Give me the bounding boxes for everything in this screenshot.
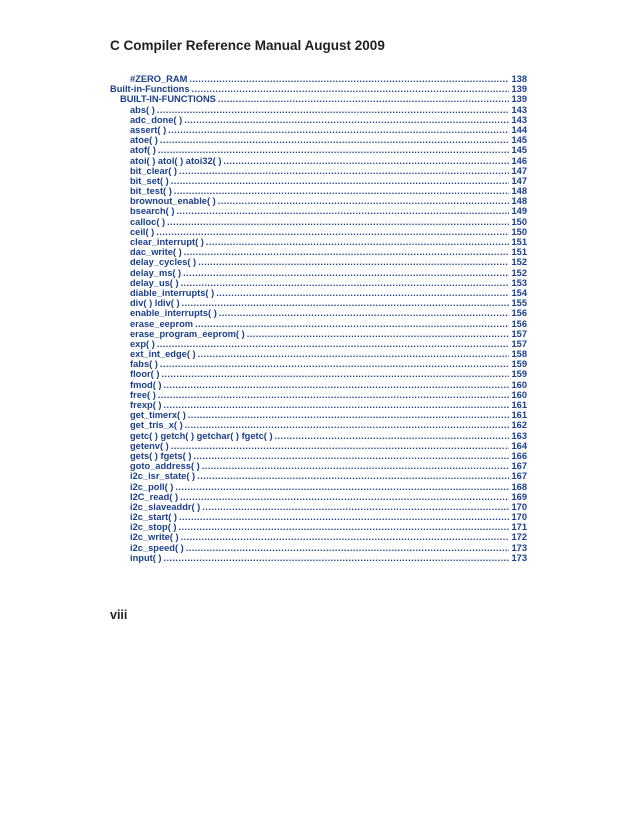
toc-entry-label[interactable]: get_tris_x( ) (130, 420, 183, 431)
toc-dot-leader (160, 135, 510, 145)
toc-entry[interactable] (110, 145, 527, 155)
toc-entry[interactable] (110, 492, 527, 502)
toc-entry[interactable] (110, 156, 527, 166)
toc-entry-page-number[interactable]: 147 (511, 165, 527, 176)
toc-entry[interactable] (110, 410, 527, 420)
toc-entry[interactable] (110, 247, 527, 257)
toc-entry-page-number[interactable]: 151 (511, 237, 527, 247)
toc-entry[interactable] (110, 298, 527, 308)
toc-entry-page-number[interactable]: 160 (511, 389, 527, 400)
toc-entry-label[interactable]: i2c_write( ) (130, 532, 179, 543)
toc-dot-leader (197, 471, 509, 481)
toc-entry-page-number[interactable]: 150 (511, 216, 527, 227)
toc-entry-page-number[interactable]: 170 (511, 501, 527, 512)
toc-dot-leader (181, 278, 510, 288)
toc-entry-label[interactable]: bit_set( ) (130, 175, 169, 186)
toc-dot-leader (171, 176, 510, 186)
toc-entry-page-number[interactable]: 143 (511, 104, 527, 115)
toc-entry[interactable] (110, 441, 527, 451)
toc-dot-leader (164, 380, 510, 390)
toc-dot-leader (180, 492, 509, 502)
toc-entry[interactable] (110, 176, 527, 186)
toc-entry[interactable] (110, 257, 527, 267)
toc-entry[interactable] (110, 227, 527, 237)
toc-entry-label[interactable]: i2c_speed( ) (130, 542, 184, 553)
toc-entry-label[interactable]: assert( ) (130, 124, 167, 135)
toc-entry-page-number[interactable]: 143 (511, 114, 527, 125)
toc-entry-label[interactable]: bit_test( ) (130, 186, 172, 197)
toc-entry-label[interactable]: #ZERO_RAM (130, 74, 188, 84)
toc-entry[interactable] (110, 186, 527, 196)
toc-entry[interactable] (110, 512, 527, 522)
toc-entry-page-number[interactable]: 164 (511, 440, 527, 451)
toc-entry-page-number[interactable]: 168 (511, 481, 527, 492)
toc-entry-page-number[interactable]: 161 (511, 410, 527, 421)
toc-entry[interactable] (110, 135, 527, 145)
toc-dot-leader (182, 298, 510, 308)
toc-entry-label[interactable]: Built-in-Functions (110, 84, 190, 95)
toc-dot-leader (161, 369, 509, 379)
toc-dot-leader (195, 319, 509, 329)
toc-dot-leader (275, 431, 510, 441)
toc-entry[interactable] (110, 74, 527, 84)
toc-dot-leader (186, 543, 510, 553)
toc-entry-page-number[interactable]: 156 (511, 318, 527, 329)
toc-dot-leader (185, 420, 510, 430)
toc-entry[interactable] (110, 288, 527, 298)
toc-entry-label[interactable]: brownout_enable( ) (130, 196, 216, 207)
page-number: viii (110, 608, 128, 622)
toc-dot-leader (218, 196, 510, 206)
toc-entry-page-number[interactable]: 156 (511, 308, 527, 319)
toc-entry-label[interactable]: gets( ) fgets( ) (130, 450, 192, 461)
toc-dot-leader (216, 288, 509, 298)
toc-entry-page-number[interactable]: 159 (511, 369, 527, 380)
toc-entry[interactable] (110, 278, 527, 288)
toc-dot-leader (198, 257, 509, 267)
toc-entry-label[interactable]: diable_interrupts( ) (130, 287, 215, 298)
table-of-contents (110, 74, 527, 563)
toc-dot-leader (174, 186, 510, 196)
toc-entry-label[interactable]: atof( ) (130, 145, 156, 156)
toc-entry-label[interactable]: delay_us( ) (130, 277, 179, 288)
toc-dot-leader (157, 105, 510, 115)
toc-entry-page-number[interactable]: 154 (511, 287, 527, 298)
toc-entry-page-number[interactable]: 152 (511, 267, 527, 278)
toc-entry-label[interactable]: dac_write( ) (130, 247, 182, 258)
toc-entry-label[interactable]: floor( ) (130, 369, 160, 380)
toc-entry[interactable] (110, 125, 527, 135)
toc-entry-label[interactable]: i2c_stop( ) (130, 522, 177, 533)
toc-entry[interactable] (110, 390, 527, 400)
toc-entry-page-number[interactable]: 151 (511, 247, 527, 258)
toc-entry[interactable] (110, 115, 527, 125)
toc-entry-label[interactable]: i2c_start( ) (130, 512, 178, 523)
toc-entry-page-number[interactable]: 167 (511, 471, 527, 482)
toc-dot-leader (164, 400, 510, 410)
toc-entry-label[interactable]: input( ) (130, 552, 162, 563)
toc-entry-label[interactable]: ceil( ) (130, 226, 155, 237)
toc-entry[interactable] (110, 451, 527, 461)
toc-dot-leader (198, 349, 510, 359)
toc-dot-leader (156, 227, 509, 237)
toc-dot-leader (223, 156, 509, 166)
toc-entry[interactable] (110, 166, 527, 176)
toc-dot-leader (179, 512, 509, 522)
toc-dot-leader (179, 522, 510, 532)
toc-entry-page-number[interactable]: 148 (511, 186, 527, 197)
toc-entry-page-number[interactable]: 161 (511, 400, 527, 410)
toc-entry-label[interactable]: erase_eeprom (130, 318, 194, 329)
toc-entry[interactable] (110, 237, 527, 247)
toc-entry-page-number[interactable]: 170 (511, 512, 527, 523)
toc-entry-label[interactable]: clear_interrupt( ) (130, 237, 204, 247)
toc-entry-label[interactable]: frexp( ) (130, 400, 162, 410)
toc-entry-label[interactable]: i2c_isr_state( ) (130, 471, 196, 482)
toc-entry-page-number[interactable]: 172 (511, 532, 527, 543)
toc-entry-label[interactable]: calloc( ) (130, 216, 166, 227)
toc-dot-leader (188, 410, 510, 420)
toc-entry[interactable] (110, 94, 527, 104)
toc-entry-page-number[interactable]: 145 (511, 135, 527, 146)
toc-entry-page-number[interactable]: 139 (511, 84, 527, 95)
toc-dot-leader (168, 125, 509, 135)
toc-dot-leader (171, 441, 510, 451)
toc-dot-leader (192, 84, 510, 94)
toc-entry-page-number[interactable]: 150 (511, 226, 527, 237)
toc-dot-leader (219, 308, 510, 318)
toc-entry-label[interactable]: getenv( ) (130, 440, 169, 451)
toc-entry[interactable] (110, 532, 527, 542)
toc-entry-page-number[interactable]: 157 (511, 328, 527, 339)
toc-entry-page-number[interactable]: 162 (511, 420, 527, 431)
toc-entry[interactable] (110, 319, 527, 329)
toc-entry[interactable] (110, 329, 527, 339)
toc-entry[interactable] (110, 268, 527, 278)
toc-entry-page-number[interactable]: 157 (511, 338, 527, 349)
toc-dot-leader (193, 451, 509, 461)
toc-entry-label[interactable]: getc( ) getch( ) getchar( ) fgetc( ) (130, 430, 273, 441)
toc-dot-leader (189, 74, 509, 84)
toc-dot-leader (158, 390, 510, 400)
toc-dot-leader (164, 553, 510, 563)
toc-entry-label[interactable]: bit_clear( ) (130, 165, 178, 176)
toc-entry[interactable] (110, 553, 527, 563)
toc-entry-page-number[interactable]: 167 (511, 461, 527, 472)
toc-entry-page-number[interactable]: 147 (511, 175, 527, 186)
toc-entry-label[interactable]: I2C_read( ) (130, 491, 179, 502)
toc-entry[interactable] (110, 359, 527, 369)
toc-entry[interactable] (110, 84, 527, 94)
toc-entry-page-number[interactable]: 145 (511, 145, 527, 156)
page-header-title: C Compiler Reference Manual August 2009 (110, 38, 385, 53)
toc-entry-page-number[interactable]: 160 (511, 379, 527, 390)
toc-entry-label[interactable]: div( ) ldiv( ) (130, 298, 180, 309)
toc-entry-page-number[interactable]: 144 (511, 124, 527, 135)
toc-entry-label[interactable]: ext_int_edge( ) (130, 349, 196, 360)
toc-entry[interactable] (110, 543, 527, 553)
toc-entry[interactable] (110, 206, 527, 216)
toc-entry[interactable] (110, 105, 527, 115)
toc-dot-leader (167, 217, 509, 227)
toc-dot-leader (202, 461, 510, 471)
toc-entry-label[interactable]: atoe( ) (130, 135, 158, 146)
toc-entry[interactable] (110, 380, 527, 390)
toc-entry[interactable] (110, 369, 527, 379)
toc-entry-page-number[interactable]: 146 (511, 155, 527, 166)
toc-entry[interactable] (110, 420, 527, 430)
toc-entry[interactable] (110, 522, 527, 532)
toc-entry-label[interactable]: delay_ms( ) (130, 267, 182, 278)
toc-entry-label[interactable]: abs( ) (130, 104, 155, 115)
toc-entry-page-number[interactable]: 155 (511, 298, 527, 309)
toc-entry[interactable] (110, 196, 527, 206)
toc-entry-label[interactable]: goto_address( ) (130, 461, 200, 472)
toc-entry-page-number[interactable]: 173 (511, 542, 527, 553)
toc-dot-leader (175, 482, 509, 492)
toc-entry-label[interactable]: fmod( ) (130, 379, 162, 390)
toc-dot-leader (218, 94, 510, 104)
toc-entry-label[interactable]: get_timerx( ) (130, 410, 186, 421)
toc-entry-label[interactable]: exp( ) (130, 338, 155, 349)
toc-entry-page-number[interactable]: 169 (511, 491, 527, 502)
toc-entry-page-number[interactable]: 173 (511, 552, 527, 563)
toc-dot-leader (206, 237, 510, 247)
toc-entry[interactable] (110, 339, 527, 349)
toc-entry-label[interactable]: enable_interrupts( ) (130, 308, 217, 319)
toc-entry-label[interactable]: i2c_slaveaddr( ) (130, 501, 201, 512)
toc-dot-leader (183, 268, 509, 278)
toc-entry[interactable] (110, 461, 527, 471)
toc-entry[interactable] (110, 308, 527, 318)
toc-entry-page-number[interactable]: 158 (511, 349, 527, 360)
toc-entry-page-number[interactable]: 138 (511, 74, 527, 84)
toc-dot-leader (184, 247, 510, 257)
toc-dot-leader (160, 359, 510, 369)
toc-entry-page-number[interactable]: 139 (511, 94, 527, 105)
toc-entry-label[interactable]: i2c_poll( ) (130, 481, 174, 492)
toc-entry[interactable] (110, 471, 527, 481)
toc-entry-label[interactable]: erase_program_eeprom( ) (130, 328, 245, 339)
toc-entry-page-number[interactable]: 171 (511, 522, 527, 533)
toc-entry-label[interactable]: atoi( ) atol( ) atoi32( ) (130, 155, 222, 166)
toc-dot-leader (179, 166, 509, 176)
toc-dot-leader (176, 206, 509, 216)
toc-entry-label[interactable]: BUILT-IN-FUNCTIONS (120, 94, 216, 105)
toc-entry[interactable] (110, 400, 527, 410)
toc-entry[interactable] (110, 431, 527, 441)
toc-dot-leader (247, 329, 510, 339)
toc-dot-leader (157, 339, 510, 349)
toc-entry[interactable] (110, 349, 527, 359)
toc-dot-leader (202, 502, 509, 512)
toc-entry-label[interactable]: bsearch( ) (130, 206, 175, 217)
toc-entry-label[interactable]: delay_cycles( ) (130, 257, 197, 268)
toc-entry-page-number[interactable]: 166 (511, 450, 527, 461)
toc-dot-leader (184, 115, 509, 125)
toc-entry-page-number[interactable]: 148 (511, 196, 527, 207)
toc-entry-label[interactable]: free( ) (130, 389, 156, 400)
toc-dot-leader (181, 532, 510, 542)
toc-dot-leader (158, 145, 510, 155)
toc-entry-page-number[interactable]: 163 (511, 430, 527, 441)
toc-entry-page-number[interactable]: 153 (511, 277, 527, 288)
toc-entry[interactable] (110, 217, 527, 227)
toc-entry-page-number[interactable]: 152 (511, 257, 527, 268)
toc-entry-label[interactable]: fabs( ) (130, 359, 158, 370)
toc-entry-label[interactable]: adc_done( ) (130, 114, 183, 125)
toc-entry[interactable] (110, 502, 527, 512)
toc-entry-page-number[interactable]: 149 (511, 206, 527, 217)
toc-entry-page-number[interactable]: 159 (511, 359, 527, 370)
toc-entry[interactable] (110, 482, 527, 492)
